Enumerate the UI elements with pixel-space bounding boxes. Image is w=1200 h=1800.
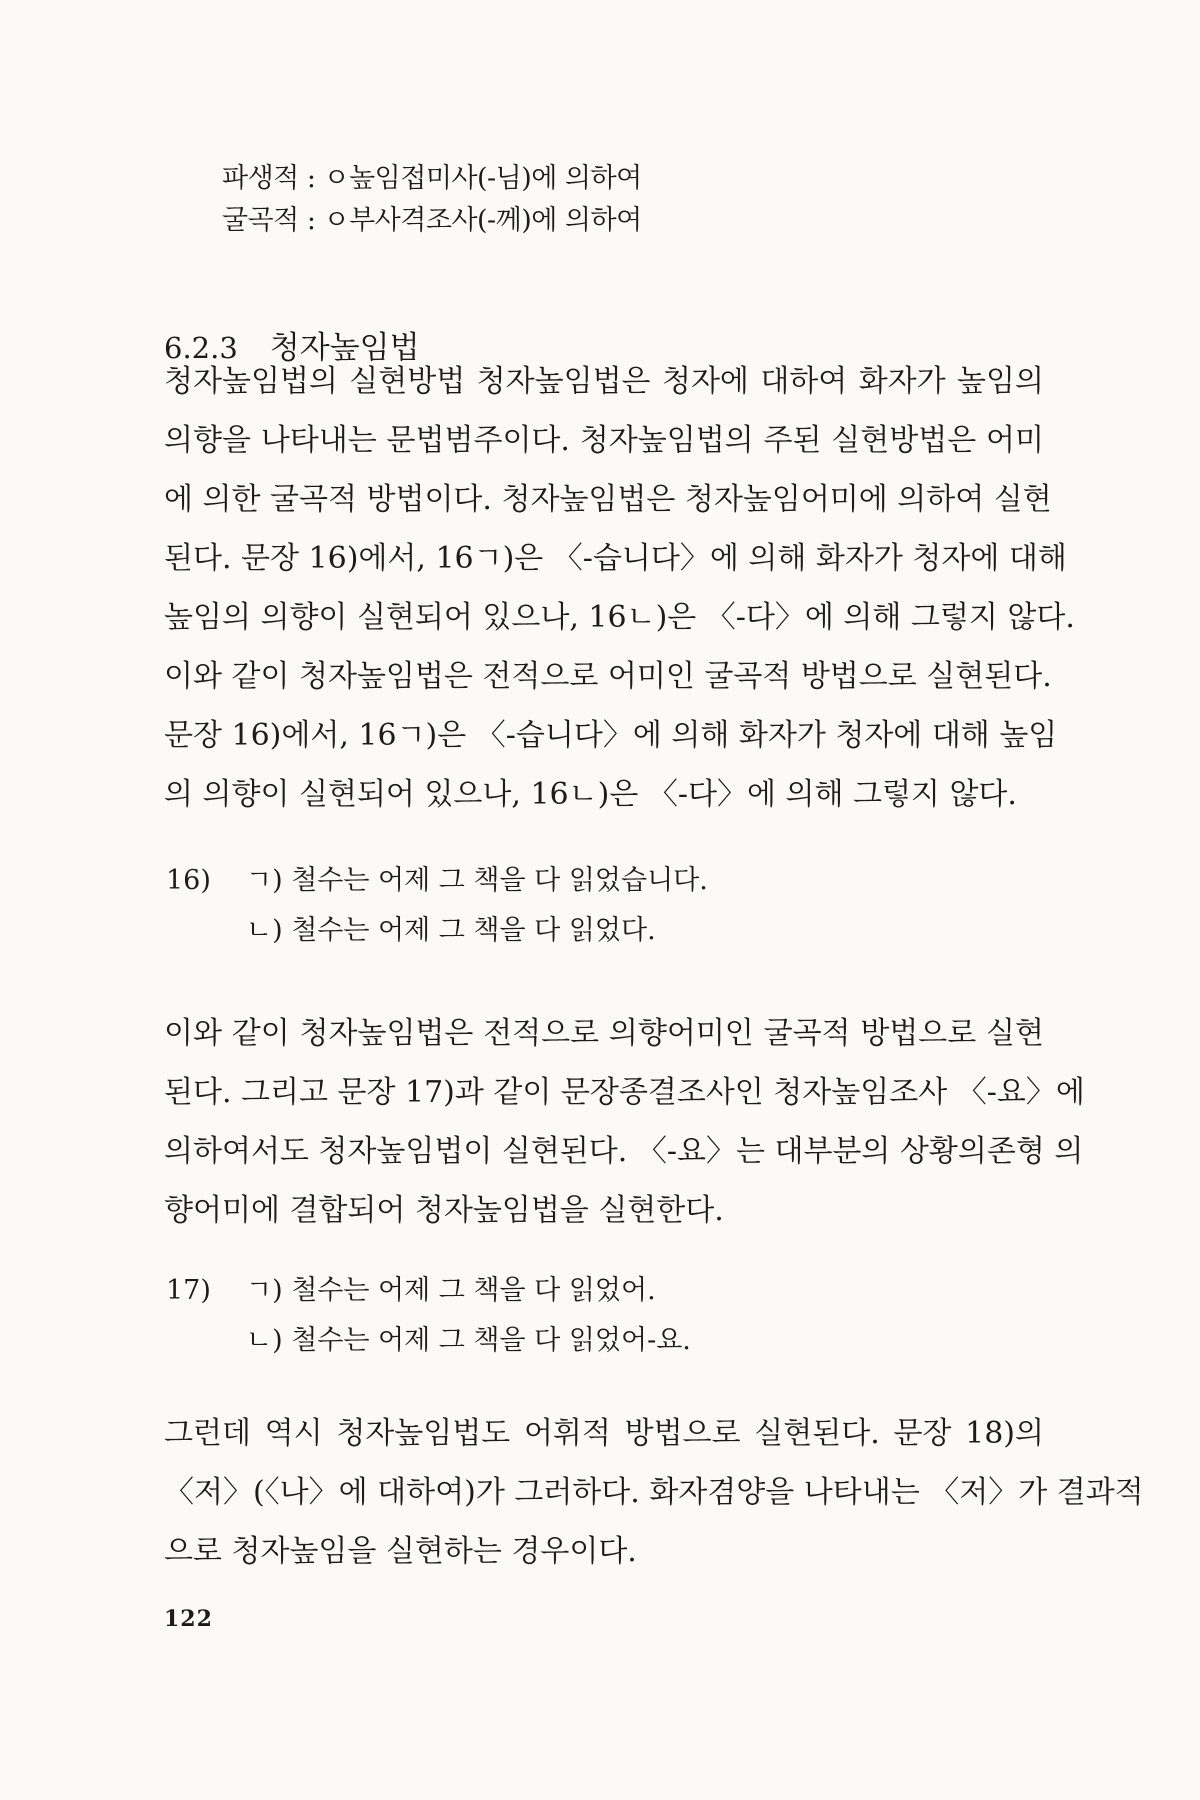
derivation-line-derivational: 파생적 : ㅇ높임접미사(-님)에 의하여 — [222, 163, 642, 194]
paragraph-line: 의하여서도 청자높임법이 실현된다. 〈-요〉는 대부분의 상황의존형 의 — [164, 1134, 1084, 1169]
section-number: 6.2.3 — [164, 331, 238, 365]
paragraph-line: 높임의 의향이 실현되어 있으나, 16ㄴ)은 〈-다〉에 의해 그렇지 않다. — [164, 600, 1075, 635]
paragraph-sentence-final-particle — [164, 1004, 1085, 1240]
example-16a — [166, 858, 708, 897]
paragraph-line: 문장 16)에서, 16ㄱ)은 〈-습니다〉에 의해 화자가 청자에 대해 높임 — [164, 718, 1058, 753]
paragraph-line: 으로 청자높임을 실현하는 경우이다. — [164, 1534, 637, 1569]
example-number: 16) — [166, 865, 211, 896]
example-sentence: ㄱ) 철수는 어제 그 책을 다 읽었습니다. — [246, 865, 708, 896]
paragraph-lexical-method — [164, 1404, 1144, 1581]
example-17a — [166, 1268, 656, 1307]
paragraph-line: 이와 같이 청자높임법은 전적으로 어미인 굴곡적 방법으로 실현된다. — [164, 659, 1052, 694]
derivation-line-inflectional: 굴곡적 : ㅇ부사격조사(-께)에 의하여 — [222, 205, 642, 236]
paragraph-line: 의향을 나타내는 문법범주이다. 청자높임법의 주된 실현방법은 어미 — [164, 423, 1044, 458]
example-number: 17) — [166, 1275, 211, 1306]
example-sentence: ㄱ) 철수는 어제 그 책을 다 읽었어. — [246, 1275, 656, 1306]
paragraph-line: 그런데 역시 청자높임법도 어휘적 방법으로 실현된다. 문장 18)의 — [164, 1416, 1044, 1451]
paragraph-line: 향어미에 결합되어 청자높임법을 실현한다. — [164, 1193, 724, 1228]
paragraph-line: 된다. 그리고 문장 17)과 같이 문장종결조사인 청자높임조사 〈-요〉에 — [164, 1075, 1085, 1110]
paragraph-speaker-honorific-method — [164, 352, 1075, 824]
paragraph-line: 〈저〉(〈나〉에 대하여)가 그러하다. 화자겸양을 나타내는 〈저〉가 결과적 — [164, 1475, 1144, 1510]
paragraph-line: 이와 같이 청자높임법은 전적으로 의향어미인 굴곡적 방법으로 실현 — [164, 1016, 1044, 1051]
page-number: 122 — [164, 1606, 213, 1632]
example-17b: ㄴ) 철수는 어제 그 책을 다 읽었어-요. — [246, 1325, 691, 1356]
section-title: 청자높임법 — [269, 330, 420, 366]
paragraph-line: 된다. 문장 16)에서, 16ㄱ)은 〈-습니다〉에 의해 화자가 청자에 대해 — [164, 541, 1067, 576]
paragraph-line: 의 의향이 실현되어 있으나, 16ㄴ)은 〈-다〉에 의해 그렇지 않다. — [164, 777, 1017, 812]
example-16b: ㄴ) 철수는 어제 그 책을 다 읽었다. — [246, 915, 656, 946]
paragraph-line: 청자높임법의 실현방법 청자높임법은 청자에 대하여 화자가 높임의 — [164, 364, 1044, 399]
paragraph-line: 에 의한 굴곡적 방법이다. 청자높임법은 청자높임어미에 의하여 실현 — [164, 482, 1052, 517]
